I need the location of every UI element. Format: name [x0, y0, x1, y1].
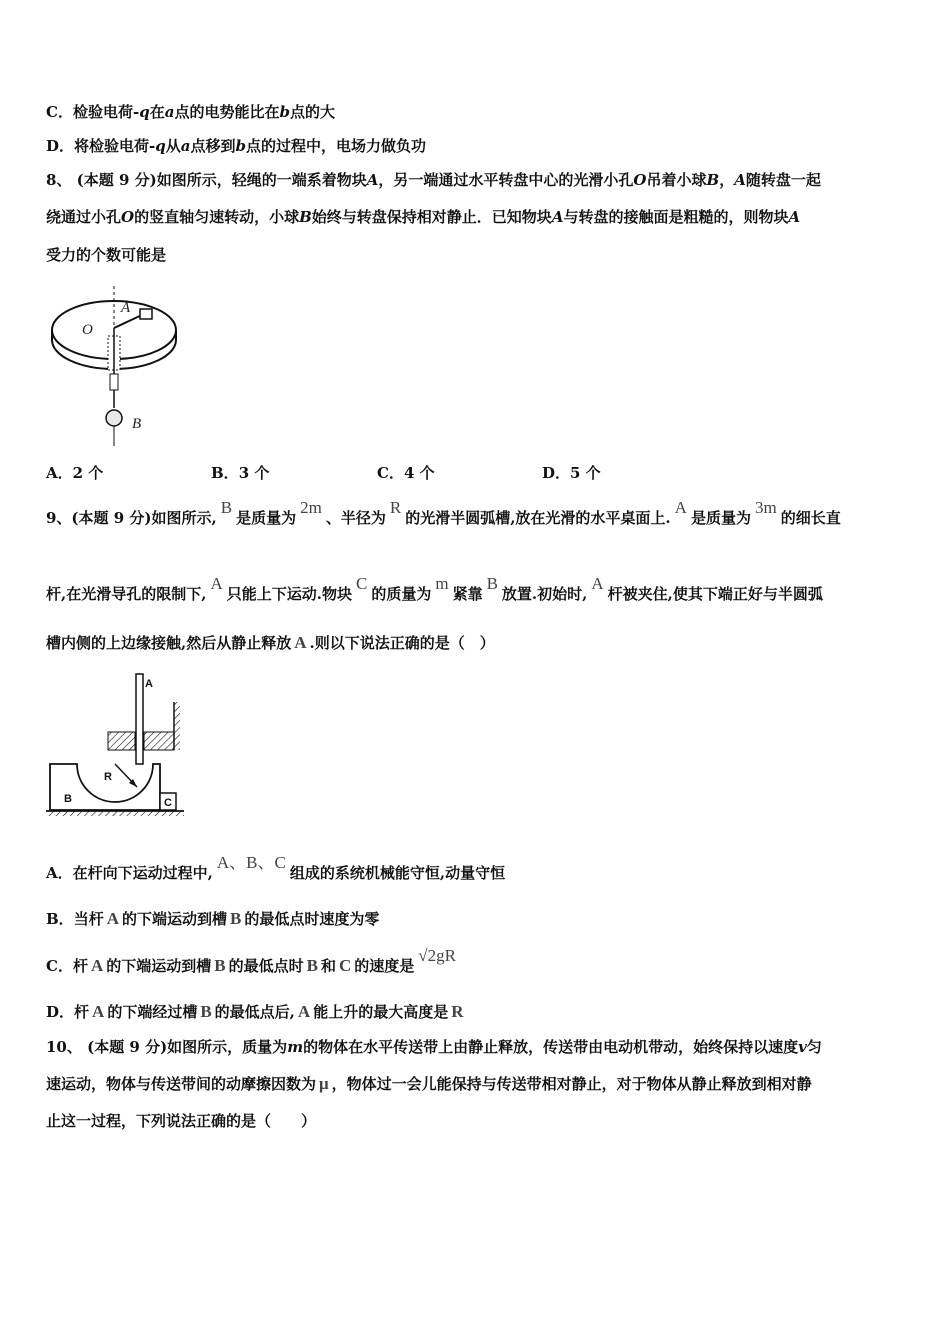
- q7-option-d: D．将检验电荷-q从a点移到b点的过程中，电场力做负功: [46, 137, 427, 155]
- q10-stem-line-1: 10、 (本题 9 分)如图所示，质量为m的物体在水平传送带上由静止释放，传送带由电动机带动，始终保持以速度v匀: [46, 1038, 822, 1056]
- q9-stem-line-3: 槽内侧的上边缘接触,然后从静止释放 A .则以下说法正确的是（ ）: [46, 633, 495, 652]
- label-b: B: [64, 793, 72, 805]
- q10-stem-line-2: 速运动，物体与传送带间的动摩擦因数为 μ ，物体过一会儿能保持与传送带相对静止，对于物体从静止释放到相对静: [46, 1074, 812, 1093]
- q8-option-d[interactable]: D．5 个: [542, 464, 601, 482]
- label-b: B: [132, 416, 142, 432]
- ball-b: [106, 410, 122, 426]
- q8-stem-line-2: 绕通过小孔O的竖直轴匀速转动，小球B始终与转盘保持相对静止．已知物块A与转盘的接触面是粗糙的，则物块A: [46, 208, 801, 226]
- label-o: O: [82, 322, 93, 338]
- q9-option-a[interactable]: A．在杆向下运动过程中,A、B、C组成的系统机械能守恒,动量守恒: [46, 853, 506, 882]
- q9-stem-line-2: 杆,在光滑导孔的限制下,A只能上下运动.物块C的质量为m紧靠B放置.初始时,A杆被夹住,使其下端正好与半圆弧: [46, 574, 823, 603]
- q7-option-c: C．检验电荷-q在a点的电势能比在b点的大: [46, 103, 335, 121]
- q8-stem-line-1: 8、 (本题 9 分)如图所示，轻绳的一端系着物块A，另一端通过水平转盘中心的光滑小孔O吊着小球B，A随转盘一起: [46, 171, 821, 189]
- q8-stem-line-3: 受力的个数可能是: [46, 246, 167, 264]
- q8-option-a[interactable]: A．2 个: [46, 464, 104, 482]
- q9-option-b[interactable]: B．当杆 A 的下端运动到槽 B 的最低点时速度为零: [46, 909, 380, 928]
- q9-stem-line-1: 9、(本题 9 分)如图所示,B是质量为2m、半径为R的光滑半圆弧槽,放在光滑的水平桌面上.A是质量为3m的细长直: [46, 498, 841, 527]
- rod-a: [136, 674, 143, 764]
- q8-option-c[interactable]: C．4 个: [377, 464, 435, 482]
- label-r: R: [104, 771, 112, 783]
- label-c: C: [164, 797, 172, 809]
- q9-option-c[interactable]: C．杆 A 的下端运动到槽 B 的最低点时 B 和 C 的速度是√2gR: [46, 946, 456, 975]
- label-a: A: [145, 678, 153, 690]
- q10-stem-line-3: 止这一过程，下列说法正确的是（ ）: [46, 1112, 317, 1130]
- q9-trough-figure: [44, 672, 186, 820]
- label-a: A: [121, 300, 131, 316]
- q9-option-d[interactable]: D．杆 A 的下端经过槽 B 的最低点后, A 能上升的最大高度是 R: [46, 1002, 464, 1021]
- q8-turntable-figure: [46, 278, 186, 450]
- q8-option-b[interactable]: B．3 个: [211, 464, 270, 482]
- block-a: [140, 309, 152, 319]
